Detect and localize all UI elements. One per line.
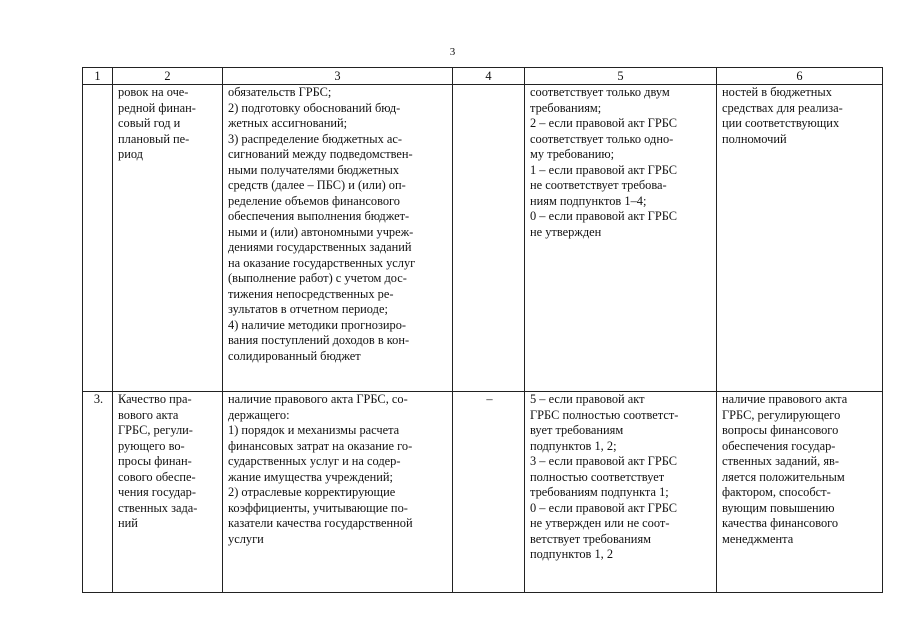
scoring-cell: 5 – если правовой акт ГРБС полностью соответст- вует требованиям подпунктов 1, 2; 3 – если правовой акт ГРБС полностью соответствует требованиям подпункта 1; 0 – если правовой акт ГРБС не утвержден или не соот- ветствует требованиям подпунктов 1, 2 <box>525 392 717 593</box>
row-number-cell: 3. <box>83 392 113 593</box>
column-header: 5 <box>525 68 717 85</box>
table-row <box>83 85 883 392</box>
indicator-name-cell: Качество пра- вового акта ГРБС, регули- рующего во- просы финан- сового обеспе- чения государ- ственных зада- ний <box>113 392 223 593</box>
indicators-table <box>82 67 883 593</box>
formula-cell <box>453 85 525 392</box>
column-header: 2 <box>113 68 223 85</box>
column-header: 1 <box>83 68 113 85</box>
column-header: 3 <box>223 68 453 85</box>
comment-cell: наличие правового акта ГРБС, регулирующего вопросы финансового обеспечения государ- ственных заданий, яв- ляется положительным фактором, способст- вующим повышению качества финансового менеджмента <box>717 392 883 593</box>
column-header: 4 <box>453 68 525 85</box>
indicator-name-cell: ровок на оче- редной финан- совый год и плановый пе- риод <box>113 85 223 392</box>
page-number: 3 <box>449 46 456 58</box>
comment-cell: ностей в бюджетных средствах для реализа- ции соответствующих полномочий <box>717 85 883 392</box>
table-row <box>83 392 883 593</box>
indicator-description-cell: обязательств ГРБС; 2) подготовку обоснований бюд- жетных ассигнований; 3) распределение бюджетных ас- сигнований между подведомствен- ными получателями бюджетных средств (далее – ПБС) и (или) оп- ределение объемов финансового обеспечения выполнения бюджет- ными и (или) автономными учреж- дениями государственных заданий на оказание государственных услуг (выполнение работ) с учетом дос- тижения непосредственных ре- зультатов в отчетном периоде; 4) наличие методики прогнозиро- вания поступлений доходов в кон- солидированный бюджет <box>223 85 453 392</box>
indicator-description-cell: наличие правового акта ГРБС, со- держащего: 1) порядок и механизмы расчета финансовых затрат на оказание го- сударственных услуг и на содер- жание имущества учреждений; 2) отраслевые корректирующие коэффициенты, учитывающие по- казатели качества государственной услуги <box>223 392 453 593</box>
formula-cell: – <box>453 392 525 593</box>
column-header: 6 <box>717 68 883 85</box>
table-header-row <box>83 68 883 85</box>
scoring-cell: соответствует только двум требованиям; 2 – если правовой акт ГРБС соответствует только одно- му требованию; 1 – если правовой акт ГРБС не соответствует требова- ниям подпунктов 1–4; 0 – если правовой акт ГРБС не утвержден <box>525 85 717 392</box>
row-number-cell <box>83 85 113 392</box>
